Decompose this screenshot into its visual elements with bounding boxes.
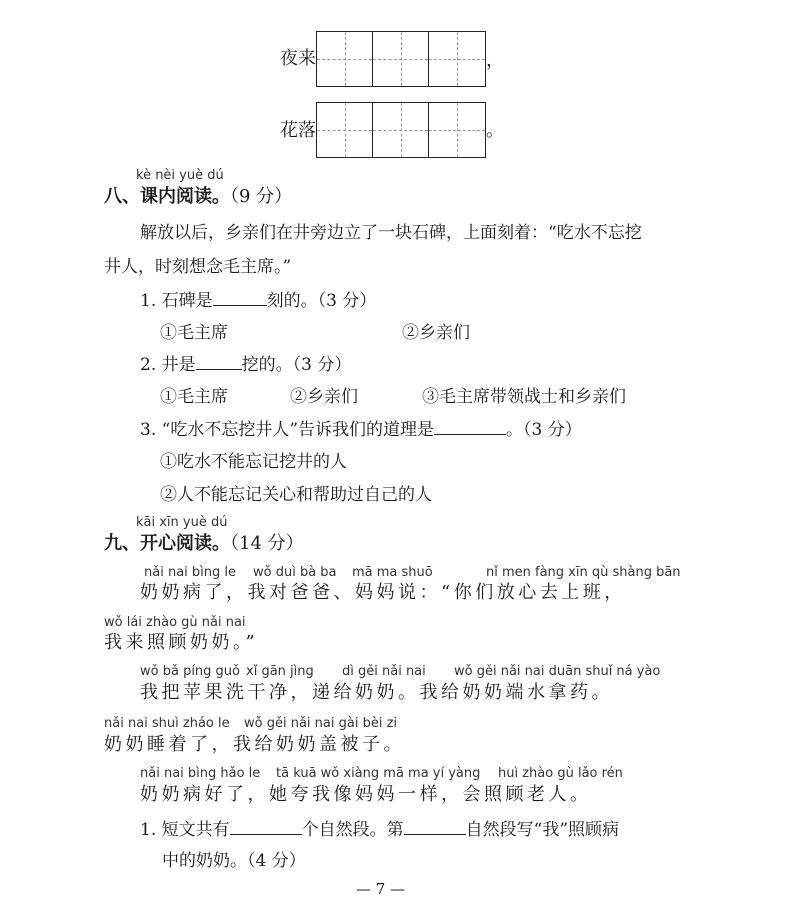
s9-q1-line2: 中的奶奶。（4 分）: [162, 851, 306, 871]
grid-cell[interactable]: [373, 103, 429, 157]
s9-q1-blank1[interactable]: [230, 818, 302, 835]
grid-cell[interactable]: [429, 103, 485, 157]
p2-line1: 我把苹果洗干净，递给奶奶。我给奶奶端水拿药。: [140, 682, 613, 703]
s8-q3-post: 。（3 分）: [506, 420, 582, 440]
section8-score: （9 分）: [230, 186, 293, 207]
s8-q1-option1[interactable]: ①毛主席: [160, 323, 228, 343]
pinyin: dì gěi nǎi nai: [342, 664, 426, 679]
s8-question2: [140, 353, 351, 376]
s8-q3-option2[interactable]: ②人不能忘记关心和帮助过自己的人: [160, 485, 432, 505]
section8-title: 八、课内阅读。: [104, 186, 230, 207]
grid-row2-prefix: 花落: [280, 120, 316, 141]
s8-question1: [140, 289, 376, 312]
s8-question3: [140, 418, 582, 441]
grid-cell[interactable]: [373, 32, 429, 86]
section9-title: 九、开心阅读。: [104, 533, 230, 554]
s9-q1-blank2[interactable]: [404, 818, 466, 835]
p2-line2: 奶奶睡着了，我给奶奶盖被子。: [104, 734, 405, 755]
grid-cell[interactable]: [317, 103, 373, 157]
s8-q1-post: 刻的。（3 分）: [266, 291, 377, 311]
s8-q2-blank[interactable]: [196, 353, 242, 370]
section8-passage-line1: 解放以后，乡亲们在井旁边立了一块石碑，上面刻着：“吃水不忘挖: [140, 223, 642, 243]
s9-q1-c: 自然段写“我”照顾病: [465, 820, 620, 840]
grid-row2-suffix: 。: [486, 120, 504, 141]
pinyin: wǒ bǎ píng guǒ: [140, 664, 241, 679]
s8-q2-option3[interactable]: ③毛主席带领战士和乡亲们: [422, 387, 626, 407]
grid-cell[interactable]: [429, 32, 485, 86]
pinyin: wǒ duì bà ba: [253, 565, 337, 580]
section9-score: （14 分）: [230, 533, 304, 554]
section8-heading: [104, 186, 292, 208]
grid-row1-suffix: ，: [486, 50, 504, 71]
pinyin: tā kuā wǒ xiàng mā ma yí yàng: [276, 766, 481, 781]
pinyin: nǎi nai shuì zháo le: [104, 716, 230, 731]
pinyin: wǒ gěi nǎi nai gài bèi zi: [244, 716, 398, 731]
s8-q2-option1[interactable]: ①毛主席: [160, 387, 228, 407]
s9-q1-b: 个自然段。第: [301, 820, 404, 840]
s8-q3-blank[interactable]: [434, 418, 506, 435]
p1-line1: 奶奶病了，我对爸爸、妈妈说：“你们放心去上班，: [140, 582, 626, 603]
pinyin: mā ma shuō: [352, 565, 433, 580]
s9-q1-a: 1. 短文共有: [140, 820, 230, 840]
s8-q2-pre: 2. 井是: [140, 355, 196, 375]
s9-question1: [140, 818, 619, 841]
section9-heading: [104, 533, 304, 555]
s8-q3-option1[interactable]: ①吃水不能忘记挖井的人: [160, 452, 347, 472]
pinyin: nǎi nai bìng le: [144, 565, 236, 580]
p3-line1: 奶奶病好了，她夸我像妈妈一样，会照顾老人。: [140, 784, 592, 805]
pinyin: xǐ gān jìng: [246, 664, 314, 679]
pinyin: nǎi nai bìng hǎo le: [140, 766, 261, 781]
p1-pinyin2: wǒ lái zhào gù nǎi nai: [104, 615, 246, 630]
section8-passage-line2: 井人，时刻想念毛主席。”: [104, 257, 292, 277]
pinyin: nǐ men fàng xīn qù shàng bān: [486, 565, 681, 580]
section9-pinyin: kāi xīn yuè dú: [136, 515, 228, 530]
s8-q1-option2[interactable]: ②乡亲们: [402, 323, 470, 343]
grid-cell[interactable]: [317, 32, 373, 86]
s8-q2-post: 挖的。（3 分）: [241, 355, 352, 375]
pinyin: wǒ gěi nǎi nai duān shuǐ ná yào: [454, 664, 661, 679]
s8-q3-pre: 3. “吃水不忘挖井人”告诉我们的道理是: [140, 420, 435, 440]
p1-line2: 我来照顾奶奶。”: [104, 632, 259, 653]
page-number: — 7 —: [356, 880, 406, 898]
s8-q1-pre: 1. 石碑是: [140, 291, 213, 311]
pinyin: huì zhào gù lǎo rén: [498, 766, 623, 781]
s8-q1-blank[interactable]: [213, 289, 267, 306]
section8-pinyin: kè nèi yuè dú: [136, 168, 224, 183]
grid-row1-prefix: 夜来: [280, 48, 316, 69]
writing-grid-row2[interactable]: [316, 102, 486, 158]
writing-grid-row1[interactable]: [316, 31, 486, 87]
s8-q2-option2[interactable]: ②乡亲们: [290, 387, 358, 407]
